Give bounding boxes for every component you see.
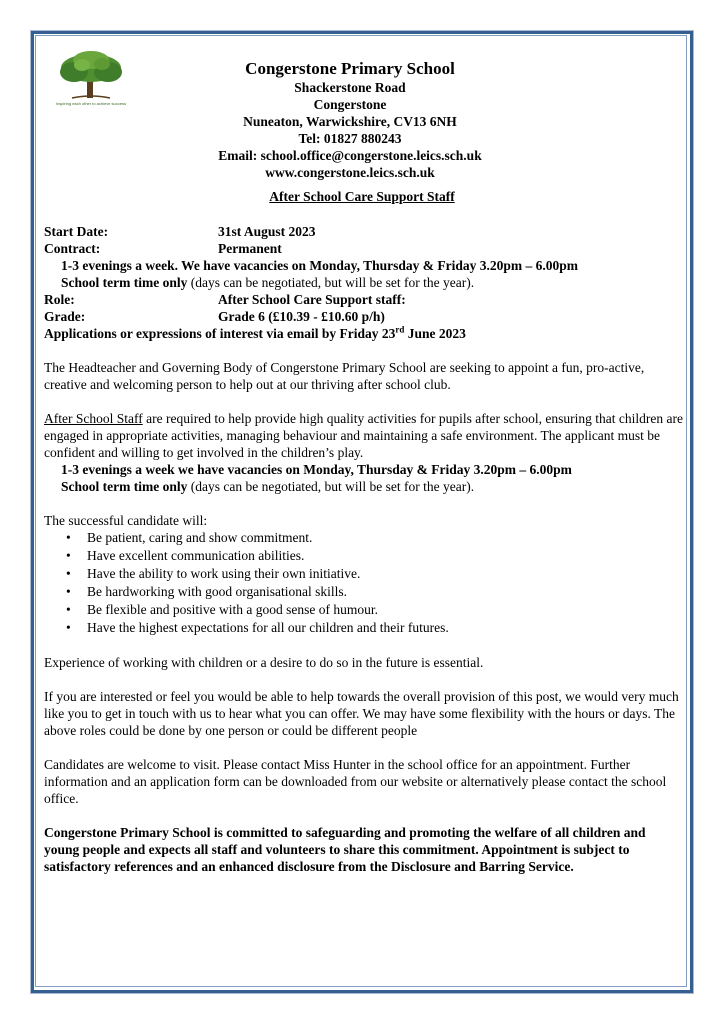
intro-paragraph: The Headteacher and Governing Body of Congerstone Primary School are seeking to appoint a fun, pro-active, creative and welcoming person to help out at our thriving after school club. [44, 360, 645, 392]
post-title: After School Care Support Staff [269, 189, 455, 204]
interest-paragraph: If you are interested or feel you would be able to help towards the overall provision of this post, we would very much like you to get in touch with us to hear what you can offer. We may have some flexibility with the hours or days. The above roles could be done by one person or could be different people [44, 689, 679, 738]
school-header [130, 58, 570, 181]
grade-label: Grade: [44, 309, 86, 324]
document-body [44, 223, 684, 875]
list-item: • Have the highest expectations for all our children and their futures. [44, 619, 684, 637]
contract-label: Contract: [44, 241, 101, 256]
email: Email: school.office@congerstone.leics.sch.uk [218, 148, 482, 163]
logo-caption: Inspiring each other to achieve success [55, 101, 127, 106]
list-item: • Be flexible and positive with a good sense of humour. [44, 601, 684, 619]
staff-text: are required to help provide high quality activities for pupils after school, ensuring that children are engaged in appropriate activities, managing behaviour and maintaining a safe environment. The applicant must be confident and willing to get involved in the children’s play. [44, 411, 683, 460]
hours-line: 1-3 evenings a week. We have vacancies on Monday, Thursday & Friday 3.20pm – 6.00pm [61, 258, 579, 273]
staff-term-bold: School term time only [61, 479, 188, 494]
experience-paragraph: Experience of working with children or a desire to do so in the future is essential. [44, 655, 484, 670]
contract-row [44, 240, 684, 257]
list-item: • Have the ability to work using their own initiative. [44, 565, 684, 583]
school-tree-logo [52, 48, 130, 108]
website: www.congerstone.leics.sch.uk [265, 165, 435, 180]
candidate-qualities-list [44, 529, 684, 637]
school-name: Congerstone Primary School [245, 59, 455, 78]
applications-deadline [44, 325, 684, 342]
role-row [44, 291, 684, 308]
start-date-row [44, 223, 684, 240]
address-line-3: Nuneaton, Warwickshire, CV13 6NH [243, 114, 457, 129]
applications-superscript: rd [395, 324, 405, 335]
staff-term-rest: (days can be negotiated, but will be set for the year). [187, 479, 475, 494]
start-date-value: 31st August 2023 [218, 224, 316, 239]
term-time-line [44, 274, 684, 291]
address-line-2: Congerstone [313, 97, 387, 112]
list-item: • Be hardworking with good organisational skills. [44, 583, 684, 601]
list-item: • Be patient, caring and show commitment. [44, 529, 684, 547]
staff-heading: After School Staff [44, 411, 143, 426]
staff-hours-line: 1-3 evenings a week we have vacancies on Monday, Thursday & Friday 3.20pm – 6.00pm [61, 462, 572, 477]
address-line-1: Shackerstone Road [294, 80, 406, 95]
staff-term-line [44, 478, 684, 495]
term-time-rest: (days can be negotiated, but will be set for the year). [187, 275, 475, 290]
role-value: After School Care Support staff: [218, 292, 406, 307]
candidate-intro: The successful candidate will: [44, 513, 208, 528]
staff-paragraph [44, 410, 684, 461]
contract-value: Permanent [218, 241, 282, 256]
grade-value: Grade 6 (£10.39 - £10.60 p/h) [218, 309, 385, 324]
visit-paragraph: Candidates are welcome to visit. Please contact Miss Hunter in the school office for an appointment. Further information and an application form can be downloaded from our website or alternatively please contact the school office. [44, 757, 667, 806]
applications-text: Applications or expressions of interest via email by Friday 23 [44, 326, 396, 341]
grade-row [44, 308, 684, 325]
safeguarding-statement: Congerstone Primary School is committed to safeguarding and promoting the welfare of all children and young people and expects all staff and volunteers to share this commitment. Appointment is subject to satisfactory references and an enhanced disclosure from the Disclosure and Barring Service. [44, 825, 646, 874]
telephone: Tel: 01827 880243 [298, 131, 402, 146]
list-item: • Have excellent communication abilities. [44, 547, 684, 565]
applications-month: June 2023 [404, 326, 466, 341]
start-date-label: Start Date: [44, 224, 109, 239]
term-time-bold: School term time only [61, 275, 188, 290]
role-label: Role: [44, 292, 75, 307]
